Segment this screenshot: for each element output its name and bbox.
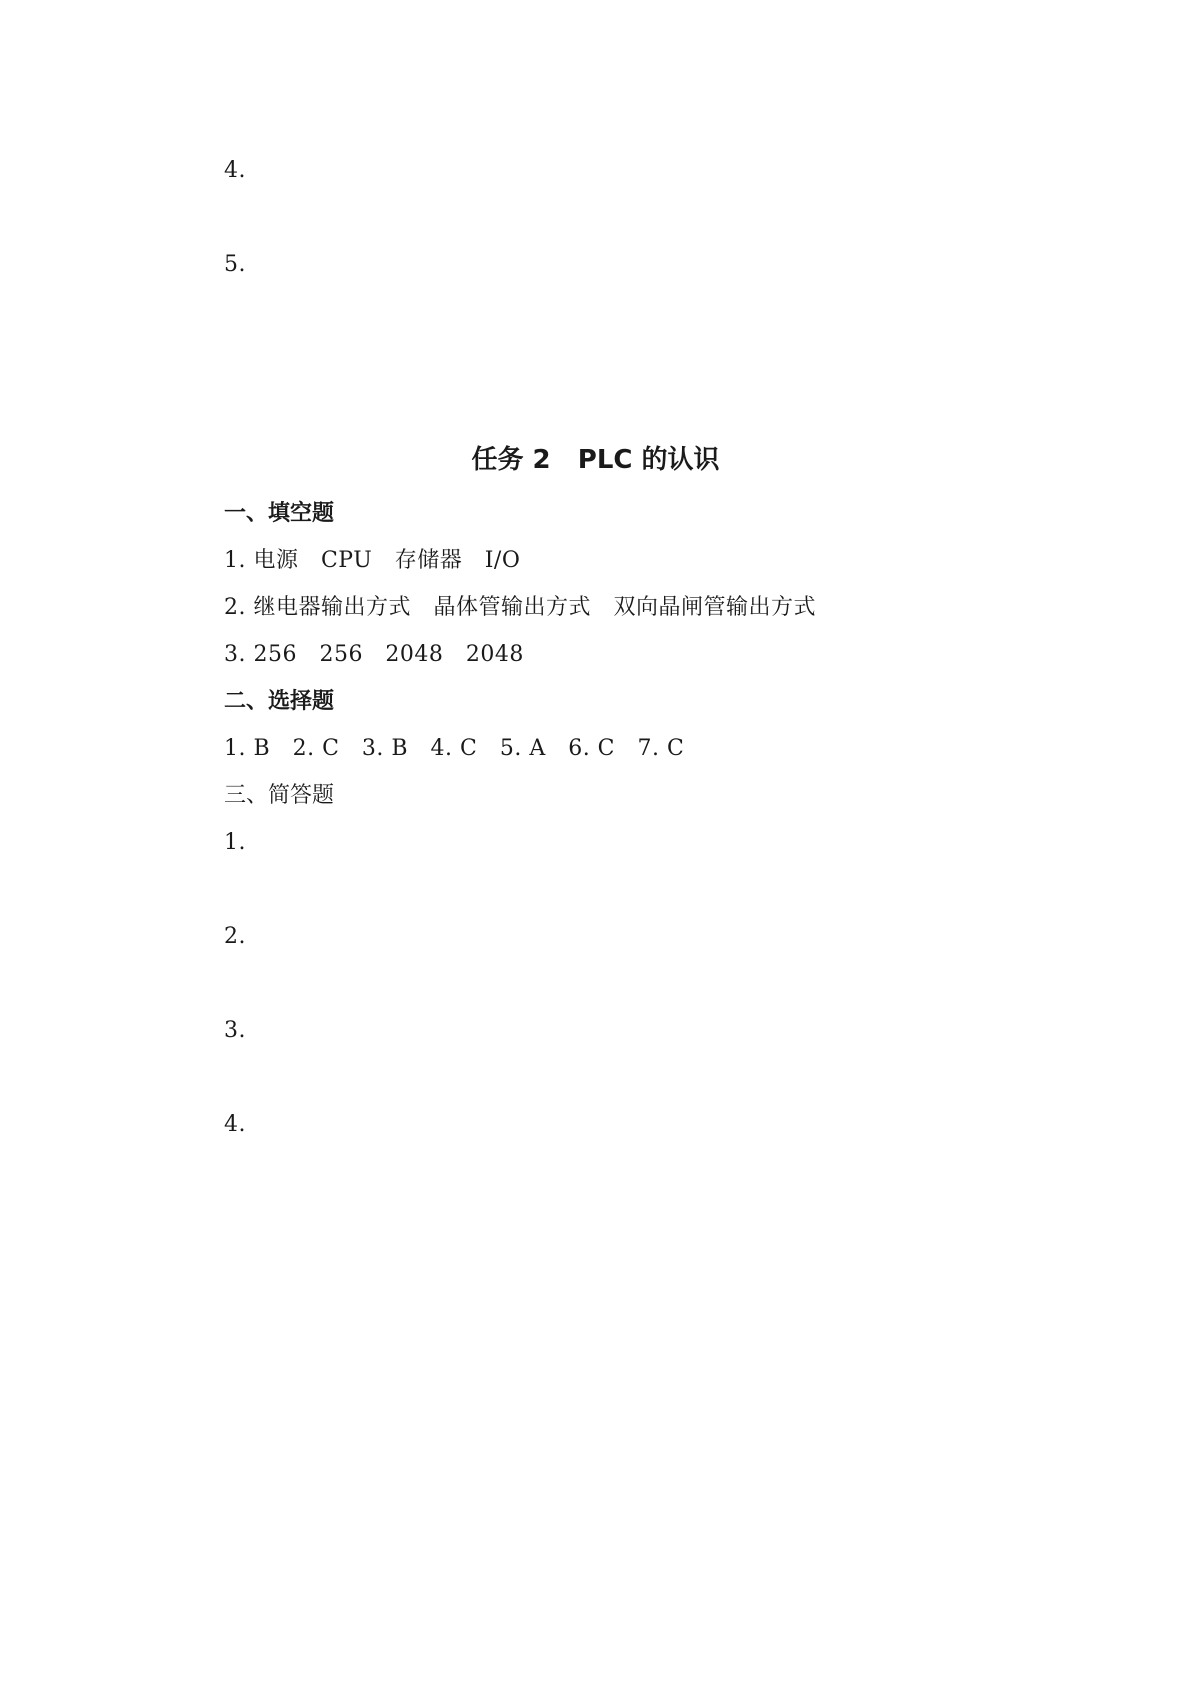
question-number-5: 5. [224,252,246,277]
fill-blank-answer-1: 1. 电源 CPU 存储器 I/O [224,548,521,573]
fill-blank-answer-2: 2. 继电器输出方式 晶体管输出方式 双向晶闸管输出方式 [224,595,816,620]
question-number-4: 4. [224,158,246,183]
short-answer-item-1: 1. [224,830,246,855]
short-answer-item-2: 2. [224,924,246,949]
fill-blank-answer-3: 3. 256 256 2048 2048 [224,642,524,667]
task-title: 任务 2 PLC 的认识 [471,445,720,475]
short-answer-item-4: 4. [224,1112,246,1137]
multiple-choice-answers: 1. B 2. C 3. B 4. C 5. A 6. C 7. C [224,736,685,761]
multiple-choice-header: 二、选择题 [224,689,335,714]
short-answer-header: 三、简答题 [224,783,335,808]
fill-blank-header: 一、填空题 [224,501,335,526]
short-answer-item-3: 3. [224,1018,246,1043]
